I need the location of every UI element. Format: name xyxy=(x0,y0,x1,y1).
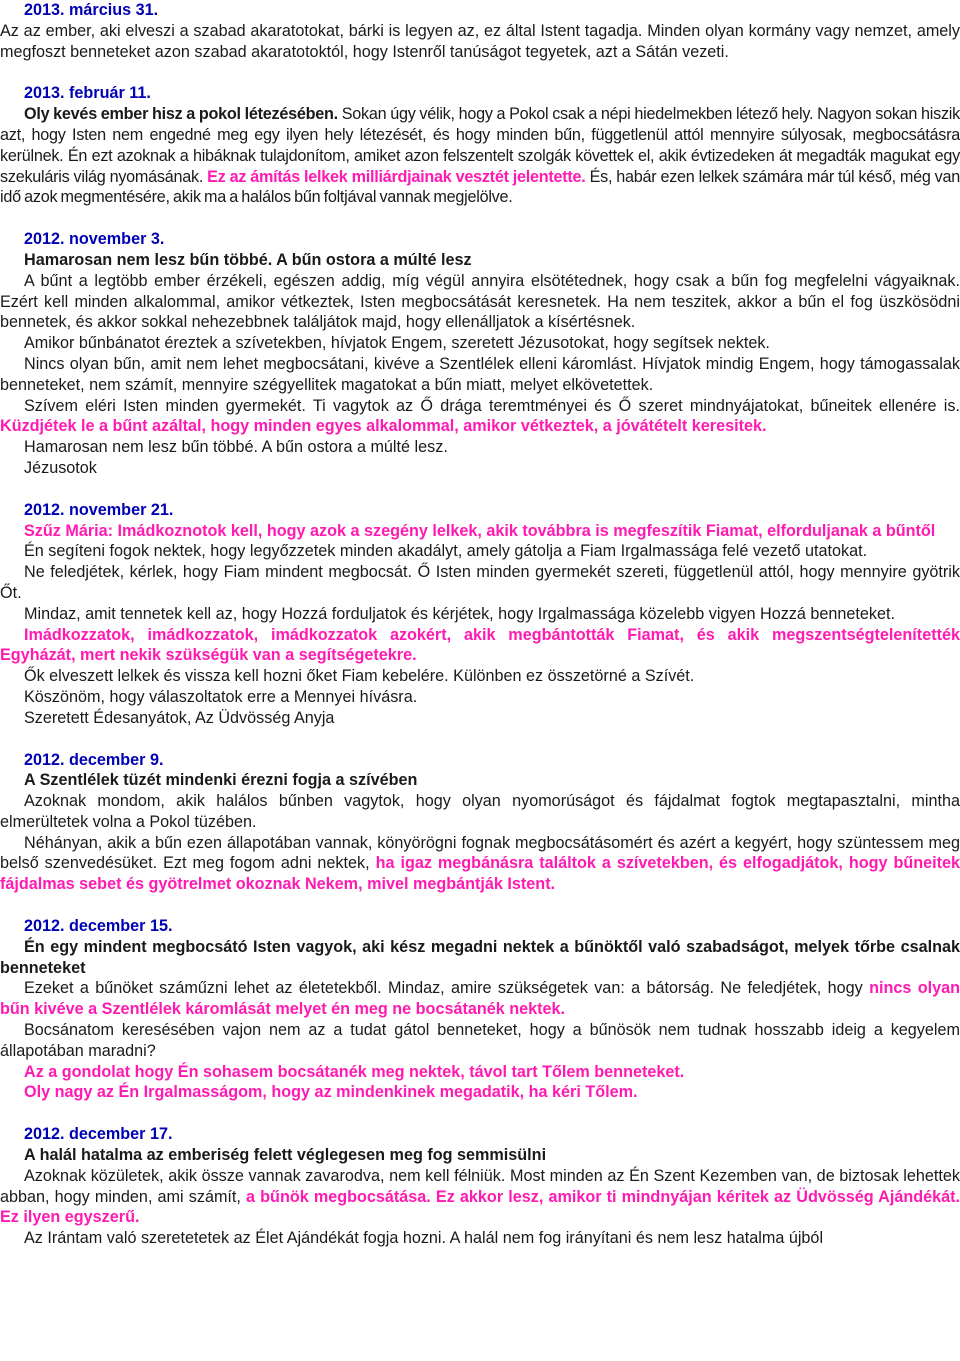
highlight-text: Küzdjétek le a bűnt azáltal, hogy minden egyes alkalommal, amikor vétkeztek, a jóvátételt keresitek. xyxy=(0,417,767,436)
highlight-text: a bűnök megbocsátása. Ez akkor lesz, amikor ti mindnyájan kéritek az Üdvösség Ajándékát. Ez ilyen egyszerű. xyxy=(0,1187,960,1227)
body-text: Azoknak mondom, akik halálos bűnben vagytok, hogy olyan nyomorúságot és fájdalmat fogtok megtapasztalni, mintha elmerültetek volna a Pokol tüzében. xyxy=(0,792,960,831)
paragraph xyxy=(0,541,960,562)
paragraph xyxy=(0,271,960,333)
paragraph xyxy=(0,333,960,354)
body-text: Nincs olyan bűn, amit nem lehet megbocsátani, kivéve a Szentlélek elleni káromlást. Hívjatok mindig Engem, hogy támogassalak benneteket, nem számít, mennyire szégyellitek magatokat a bűn miatt, melyet elkövetettek. xyxy=(0,354,960,394)
paragraph xyxy=(0,937,960,979)
entry-date: 2012. december 15. xyxy=(24,917,173,936)
highlight-text: Imádkozzatok, imádkozzatok, imádkozzatok azokért, akik megbántották Fiamat, és akik megszentségtelenítették Egyházát, mert nekik szükségük van a segítségetekre. xyxy=(0,625,960,665)
entry xyxy=(0,83,960,208)
paragraph xyxy=(0,1082,960,1103)
paragraph xyxy=(0,1145,960,1166)
highlight-text: Ez az ámítás lelkek milliárdjainak vesztét jelentette. xyxy=(207,167,586,186)
highlight-text: ha igaz megbánásra találtok a szívetekben, és elfogadjátok, hogy bűneitek fájdalmas sebet és gyötrelmet okoznak Nekem, mivel megbántják Istent. xyxy=(0,854,960,894)
paragraph xyxy=(0,458,960,479)
body-text: Sokan úgy vélik, hogy a Pokol csak a népi hiedelmekben létező hely. Nagyon sokan hiszik azt, hogy Isten nem engedné meg egy ilyen hely létezését, és hogy minden bűn, függetlenül attól mennyire súlyosak, megbocsátásra kerülnek. Én ezt azoknak a hibáknak tulajdonítom, amiket azon felszentelt szolgák követtek el, akik évtizedeken át megadták magukat egy szekuláris világ nyomásának. xyxy=(0,105,960,186)
body-text: Hamarosan nem lesz bűn többé. A bűn ostora a múlté lesz. xyxy=(24,438,448,457)
paragraph xyxy=(0,978,960,1020)
paragraph xyxy=(0,687,960,708)
heading-text: Oly kevés ember hisz a pokol létezésében. xyxy=(24,105,338,124)
paragraph xyxy=(0,1228,960,1249)
paragraph xyxy=(0,354,960,396)
body-text: Azoknak közületek, akik össze vannak zavarodva, nem kell félniük. Most minden az Én Szent Kezemben van, de biztosak lehettek abban, hogy minden, ami számít, xyxy=(0,1166,960,1206)
heading-text: A Szentlélek tüzét mindenki érezni fogja a szívében xyxy=(24,771,418,790)
paragraph xyxy=(0,791,960,833)
body-text: Szeretett Édesanyátok, Az Üdvösség Anyja xyxy=(24,708,335,727)
paragraph xyxy=(0,625,960,667)
paragraph xyxy=(0,666,960,687)
body-text: És, habár ezen lelkek számára már túl késő, még van idő azok megmentésére, akik ma a halálos bűn foltjával vannak megjelölve. xyxy=(0,167,960,207)
body-text: Az Irántam való szeretetetek az Élet Ajándékát fogja hozni. A halál nem fog irányítani és nem lesz hatalma újból xyxy=(24,1229,824,1248)
paragraph xyxy=(0,521,960,542)
body-text: Bocsánatom keresésében vajon nem az a tudat gátol benneteket, hogy a bűnösök nem tudnak hosszabb ideig a kegyelem állapotában maradni? xyxy=(0,1021,960,1060)
paragraph xyxy=(0,833,960,895)
body-text: Amikor bűnbánatot éreztek a szívetekben, hívjatok Engem, szeretett Jézusotokat, hogy segítsek nektek. xyxy=(24,334,770,353)
heading-text: Hamarosan nem lesz bűn többé. A bűn ostora a múlté lesz xyxy=(24,250,472,269)
highlight-text: Szűz Mária: Imádkoznotok kell, hogy azok a szegény lelkek, akik továbbra is megfeszítik Fiamat, elforduljanak a bűntől xyxy=(24,521,936,540)
entry-date: 2012. december 9. xyxy=(24,750,164,769)
heading-text: Én egy mindent megbocsátó Isten vagyok, aki kész megadni nektek a bűnöktől való szabadságot, melyek tőrbe csalnak benneteket xyxy=(0,937,960,977)
paragraph xyxy=(0,21,960,63)
body-text: Ők elveszett lelkek és vissza kell hozni őket Fiam kebelére. Különben ez összetörné a Szívét. xyxy=(24,667,695,686)
body-text: A bűnt a legtöbb ember érzékeli, egészen addig, míg végül annyira elsötétednek, hogy csak a bűn fog megfelelni vágyaiknak. Ezért kell minden alkalommal, amikor vétkeztek, Isten megbocsátását keresnetek. Ha nem teszitek, akkor a bűn el fog üszkösödni bennetek, és akkor sokkal nehezebbnek találjátok majd, hogy ellenálljatok a kísértésnek. xyxy=(0,271,960,332)
paragraph xyxy=(0,562,960,604)
entry xyxy=(0,750,960,896)
paragraph xyxy=(0,396,960,438)
paragraph xyxy=(0,770,960,791)
entry xyxy=(0,1124,960,1249)
highlight-text: Oly nagy az Én Irgalmasságom, hogy az mindenkinek megadatik, ha kéri Tőlem. xyxy=(24,1083,638,1102)
body-text: Mindaz, amit tennetek kell az, hogy Hozzá forduljatok és kérjétek, hogy Irgalmassága közelebb vigyen Hozzá benneteket. xyxy=(24,604,896,623)
paragraph xyxy=(0,604,960,625)
paragraph xyxy=(0,1062,960,1083)
body-text: Köszönöm, hogy válaszoltatok erre a Mennyei hívásra. xyxy=(24,687,418,706)
body-text: Ne feledjétek, kérlek, hogy Fiam mindent megbocsát. Ő Isten minden gyermekét szereti, függetlenül attól, hogy mennyire gyötrik Őt. xyxy=(0,563,960,602)
entry xyxy=(0,0,960,62)
body-text: Jézusotok xyxy=(24,458,97,477)
paragraph xyxy=(0,1020,960,1062)
paragraph xyxy=(0,708,960,729)
body-text: Ezeket a bűnöket száműzni lehet az életetekből. Mindaz, amire szükségetek van: a bátorság. Ne feledjétek, hogy xyxy=(24,979,870,998)
paragraph xyxy=(0,437,960,458)
entry-date: 2012. november 3. xyxy=(24,230,165,249)
body-text: Én segíteni fogok nektek, hogy legyőzzetek minden akadályt, amely gátolja a Fiam Irgalmassága felé vezető utatokat. xyxy=(24,542,868,561)
highlight-text: nincs olyan bűn kivéve a Szentlélek káromlását melyet én meg ne bocsátanék nektek. xyxy=(0,979,960,1019)
entry-date: 2012. november 21. xyxy=(24,500,174,519)
entry xyxy=(0,229,960,479)
paragraph xyxy=(0,250,960,271)
body-text: Néhányan, akik a bűn ezen állapotában vannak, könyörögni fognak megbocsátásomért és azért a kegyért, hogy szüntessem meg belső szenvedésüket. Ezt meg fogom adni nektek, xyxy=(0,833,960,873)
body-text: Az az ember, aki elveszi a szabad akaratotokat, bárki is legyen az, ez által Istent tagadja. Minden olyan kormány vagy nemzet, amely megfoszt benneteket azon szabad akaratotoktól, hogy Istenről tanúságot tegyetek, azt a Sátán vezeti. xyxy=(0,21,960,61)
paragraph xyxy=(0,1166,960,1228)
highlight-text: Az a gondolat hogy Én sohasem bocsátanék meg nektek, távol tart Tőlem benneteket. xyxy=(24,1062,685,1081)
heading-text: A halál hatalma az emberiség felett véglegesen meg fog semmisülni xyxy=(24,1146,547,1165)
entry-date: 2013. március 31. xyxy=(24,1,159,19)
entry-date: 2012. december 17. xyxy=(24,1125,173,1144)
entry-date: 2013. február 11. xyxy=(24,84,151,103)
body-text: Szívem eléri Isten minden gyermekét. Ti vagytok az Ő drága teremtményei és Ő szeret mindnyájatokat, bűneitek ellenére is. xyxy=(24,396,960,415)
entry xyxy=(0,916,960,1103)
paragraph xyxy=(0,104,960,208)
entry xyxy=(0,500,960,729)
